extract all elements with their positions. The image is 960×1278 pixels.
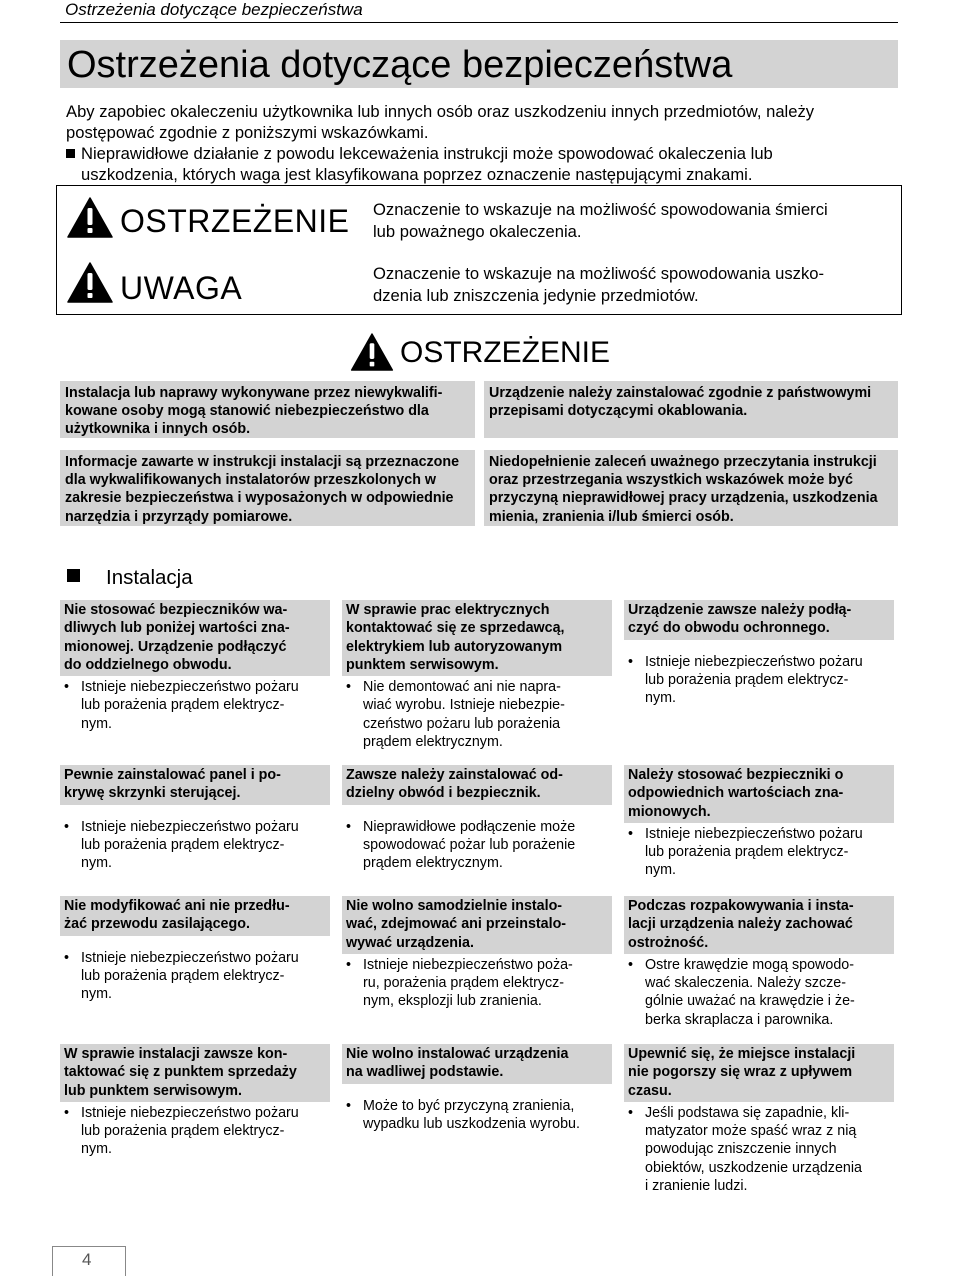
installation-bullet-line: • Istnieje niebezpieczeństwo pożaru — [645, 653, 863, 670]
intro-bullet-text: Nieprawidłowe działanie z powodu lekceważenia instrukcji może spowodować okaleczenia lub — [81, 144, 773, 163]
installation-item — [342, 765, 613, 872]
installation-bullet-line: i zranienie ludzi. — [645, 1178, 748, 1195]
installation-heading-line: taktować się z punktem sprzedaży — [64, 1064, 297, 1081]
warning-box-line: przyczyną nieprawidłowej pracy urządzenia, uszkodzenia — [489, 490, 878, 507]
installation-bullet-line: czeństwo pożaru lub porażenia — [363, 715, 561, 732]
square-bullet-icon — [66, 149, 75, 158]
installation-item-bullet — [60, 678, 331, 733]
warning-box — [60, 450, 475, 526]
installation-item-heading — [342, 600, 612, 676]
installation-bullet-line: • Istnieje niebezpieczeństwo pożaru — [81, 1104, 299, 1121]
installation-item-heading — [342, 1044, 612, 1084]
installation-item — [60, 896, 331, 1003]
installation-heading-line: Nie wolno samodzielnie instalo- — [346, 898, 563, 914]
installation-heading-line: Nie wolno instalować urządzenia — [346, 1046, 569, 1062]
installation-heading-line: nie pogorszy się wraz z upływem — [628, 1064, 853, 1081]
installation-bullet-line: ru, porażenia prądem elektrycz- — [363, 975, 565, 992]
installation-heading-line: Nie stosować bezpieczników wa- — [64, 602, 288, 618]
installation-bullet-line: matyzator może spaść wraz z nią — [645, 1123, 857, 1140]
installation-item-heading — [60, 1044, 330, 1102]
caution-triangle-icon — [67, 262, 113, 303]
installation-item-bullet — [624, 1104, 895, 1195]
installation-item-bullet — [342, 818, 613, 873]
installation-heading-line: do oddzielnego obwodu. — [64, 656, 232, 673]
installation-item — [342, 600, 613, 751]
installation-bullet-line: • Istnieje niebezpieczeństwo pożaru — [645, 825, 863, 842]
installation-item — [60, 600, 331, 733]
installation-heading-line: Urządzenie zawsze należy podłą- — [628, 602, 852, 618]
installation-bullet-line: lub porażenia prądem elektrycz- — [645, 671, 849, 688]
warning-box — [484, 381, 898, 438]
warning-box — [60, 381, 475, 438]
installation-item — [624, 765, 895, 880]
installation-item — [60, 1044, 331, 1159]
installation-item-heading — [60, 765, 330, 805]
installation-heading-line: elektrykiem lub autoryzowanym — [346, 638, 563, 655]
warning-box-line: Instalacja lub naprawy wykonywane przez niewykwalifi- — [65, 385, 443, 401]
installation-item-heading — [624, 896, 894, 954]
warning-box-line: oraz przestrzegania wszystkich wskazówek może być — [489, 472, 853, 489]
installation-bullet-line: • Istnieje niebezpieczeństwo pożaru — [81, 818, 299, 835]
caution-desc-line: Oznaczenie to wskazuje na możliwość spowodowania uszko- — [373, 264, 825, 283]
warning-desc-line: lub poważnego okaleczenia. — [373, 222, 582, 241]
installation-item-bullet — [60, 949, 331, 1004]
installation-bullet-line: berka skraplacza i parownika. — [645, 1011, 834, 1028]
installation-bullet-line: wiać wyrobu. Istnieje niebezpie- — [363, 697, 565, 714]
installation-heading-line: Nie modyfikować ani nie przedłu- — [64, 898, 290, 914]
warning-box-line: mienia, zranienia i/lub śmierci osób. — [489, 508, 734, 525]
installation-heading-line: lub punktem serwisowym. — [64, 1082, 242, 1099]
installation-bullet-line: powodując zniszczenie innych — [645, 1141, 837, 1158]
installation-item-heading — [342, 765, 612, 805]
installation-item — [624, 1044, 895, 1195]
warning-box-line: narzędzia i przyrządy pomiarowe. — [65, 508, 293, 525]
installation-bullet-line: prądem elektrycznym. — [363, 855, 503, 872]
installation-bullet-line: • Jeśli podstawa się zapadnie, kli- — [645, 1104, 850, 1121]
installation-heading-line: Podczas rozpakowywania i insta- — [628, 898, 854, 914]
intro-bullet-line — [66, 143, 896, 164]
installation-heading-line: Należy stosować bezpieczniki o — [628, 767, 844, 783]
installation-item-bullet — [624, 956, 895, 1029]
installation-section-title: Instalacja — [106, 566, 193, 589]
installation-bullet-line: lub porażenia prądem elektrycz- — [645, 844, 849, 861]
installation-heading-line: wać, zdejmować ani przeinstalo- — [346, 916, 567, 933]
intro-bullet-text: uszkodzenia, których waga jest klasyfikowana poprzez oznaczenie następującymi znakami. — [81, 165, 753, 184]
installation-item-heading — [60, 896, 330, 936]
installation-heading-line: na wadliwej podstawie. — [346, 1064, 504, 1081]
caution-label: UWAGA — [120, 270, 243, 306]
installation-bullet-line: prądem elektrycznym. — [363, 734, 503, 751]
installation-bullet-line: • Nie demontować ani nie napra- — [363, 679, 561, 696]
installation-item-heading — [60, 600, 330, 676]
installation-heading-line: W sprawie prac elektrycznych — [346, 602, 550, 618]
caution-description — [373, 263, 888, 307]
installation-heading-line: Upewnić się, że miejsce instalacji — [628, 1046, 856, 1062]
installation-bullet-line: • Istnieje niebezpieczeństwo pożaru — [81, 679, 299, 696]
installation-bullet-line: wać skaleczenia. Należy szcze- — [645, 975, 847, 992]
warning-section-heading: OSTRZEŻENIE — [400, 336, 611, 369]
warning-box-line: zakresie bezpieczeństwa i wyposażonych w odpowiednie — [65, 490, 454, 507]
installation-bullet-line: • Istnieje niebezpieczeństwo poża- — [363, 956, 573, 973]
installation-bullet-line: spowodować pożar lub porażenie — [363, 836, 576, 853]
installation-bullet-line: nym. — [81, 986, 112, 1003]
running-header: Ostrzeżenia dotyczące bezpieczeństwa — [65, 0, 363, 19]
installation-heading-line: krywę skrzynki sterującej. — [64, 785, 241, 802]
installation-heading-line: mionowej. Urządzenie podłączyć — [64, 638, 287, 655]
installation-heading-line: W sprawie instalacji zawsze kon- — [64, 1046, 288, 1062]
section-square-icon — [67, 569, 80, 582]
installation-heading-line: Zawsze należy zainstalować od- — [346, 767, 563, 783]
installation-item — [60, 765, 331, 872]
installation-item-heading — [342, 896, 612, 954]
installation-bullet-line: lub porażenia prądem elektrycz- — [81, 1123, 285, 1140]
installation-heading-line: Pewnie zainstalować panel i po- — [64, 767, 281, 783]
warning-box-line: przepisami dotyczącymi okablowania. — [489, 403, 748, 420]
warning-label: OSTRZEŻENIE — [120, 203, 350, 239]
caution-desc-line: dzenia lub zniszczenia jedynie przedmiotów. — [373, 286, 699, 305]
warning-box-line: dla wykwalifikowanych instalatorów przeszkolonych w — [65, 472, 437, 489]
intro-text — [66, 101, 896, 143]
page-number: 4 — [82, 1250, 92, 1269]
installation-item-bullet — [60, 818, 331, 873]
installation-heading-line: lacji urządzenia należy zachować — [628, 916, 853, 933]
installation-bullet-line: nym. — [81, 855, 112, 872]
installation-item-bullet — [342, 1097, 613, 1134]
installation-bullet-line: lub porażenia prądem elektrycz- — [81, 967, 285, 984]
warning-box — [484, 450, 898, 526]
warning-desc-line: Oznaczenie to wskazuje na możliwość spowodowania śmierci — [373, 200, 828, 219]
installation-item — [624, 600, 895, 707]
installation-heading-line: mionowych. — [628, 803, 711, 820]
warning-description — [373, 199, 888, 243]
installation-heading-line: punktem serwisowym. — [346, 656, 499, 673]
warning-box-line: Niedopełnienie zaleceń uważnego przeczytania instrukcji — [489, 454, 877, 470]
intro-bullet — [66, 143, 896, 185]
installation-heading-line: odpowiednich wartościach zna- — [628, 785, 844, 802]
warning-triangle-icon — [67, 197, 113, 238]
intro-line: Aby zapobiec okaleczeniu użytkownika lub innych osób oraz uszkodzeniu innych przedmiotów, należy — [66, 102, 815, 121]
installation-item-bullet — [624, 653, 895, 708]
warning-box-line: kowane osoby mogą stanowić niebezpieczeństwo dla — [65, 403, 429, 420]
installation-item — [624, 896, 895, 1029]
installation-item-bullet — [60, 1104, 331, 1159]
installation-heading-line: wywać urządzenia. — [346, 934, 474, 951]
installation-heading-line: dliwych lub poniżej wartości zna- — [64, 620, 290, 637]
installation-bullet-line: • Może to być przyczyną zranienia, — [363, 1097, 575, 1114]
installation-heading-line: ostrożność. — [628, 934, 709, 951]
warning-section-icon — [350, 333, 394, 376]
installation-item-bullet — [342, 678, 613, 751]
installation-bullet-line: • Istnieje niebezpieczeństwo pożaru — [81, 949, 299, 966]
installation-bullet-line: wypadku lub uszkodzenia wyrobu. — [363, 1115, 580, 1132]
installation-bullet-line: lub porażenia prądem elektrycz- — [81, 836, 285, 853]
installation-heading-line: czyć do obwodu ochronnego. — [628, 620, 830, 637]
installation-item-bullet — [624, 825, 895, 880]
header-rule — [60, 22, 898, 23]
page-title: Ostrzeżenia dotyczące bezpieczeństwa — [67, 44, 733, 86]
warning-box-line: Urządzenie należy zainstalować zgodnie z państwowymi — [489, 385, 872, 401]
warning-box-line: użytkownika i innych osób. — [65, 421, 251, 438]
installation-item-bullet — [342, 956, 613, 1011]
installation-item-heading — [624, 600, 894, 640]
installation-bullet-line: • Nieprawidłowe podłączenie może — [363, 818, 576, 835]
installation-item-heading — [624, 1044, 894, 1102]
intro-line: postępować zgodnie z poniższymi wskazówkami. — [66, 123, 429, 142]
installation-bullet-line: gólnie uważać na krawędzie i że- — [645, 993, 855, 1010]
installation-bullet-line: • Ostre krawędzie mogą spowodo- — [645, 956, 854, 973]
warning-box-line: Informacje zawarte w instrukcji instalacji są przeznaczone — [65, 454, 460, 470]
installation-item-heading — [624, 765, 894, 823]
installation-heading-line: żać przewodu zasilającego. — [64, 916, 250, 933]
installation-heading-line: dzielny obwód i bezpiecznik. — [346, 785, 541, 802]
installation-bullet-line: nym. — [645, 690, 676, 707]
installation-bullet-line: nym. — [81, 715, 112, 732]
installation-bullet-line: nym, eksplozji lub zranienia. — [363, 993, 542, 1010]
installation-bullet-line: obiektów, uszkodzenie urządzenia — [645, 1159, 862, 1176]
installation-bullet-line: nym. — [645, 862, 676, 879]
installation-bullet-line: lub porażenia prądem elektrycz- — [81, 697, 285, 714]
installation-bullet-line: nym. — [81, 1141, 112, 1158]
installation-heading-line: kontaktować się ze sprzedawcą, — [346, 620, 565, 637]
installation-item — [342, 896, 613, 1011]
installation-item — [342, 1044, 613, 1133]
installation-heading-line: czasu. — [628, 1082, 672, 1099]
